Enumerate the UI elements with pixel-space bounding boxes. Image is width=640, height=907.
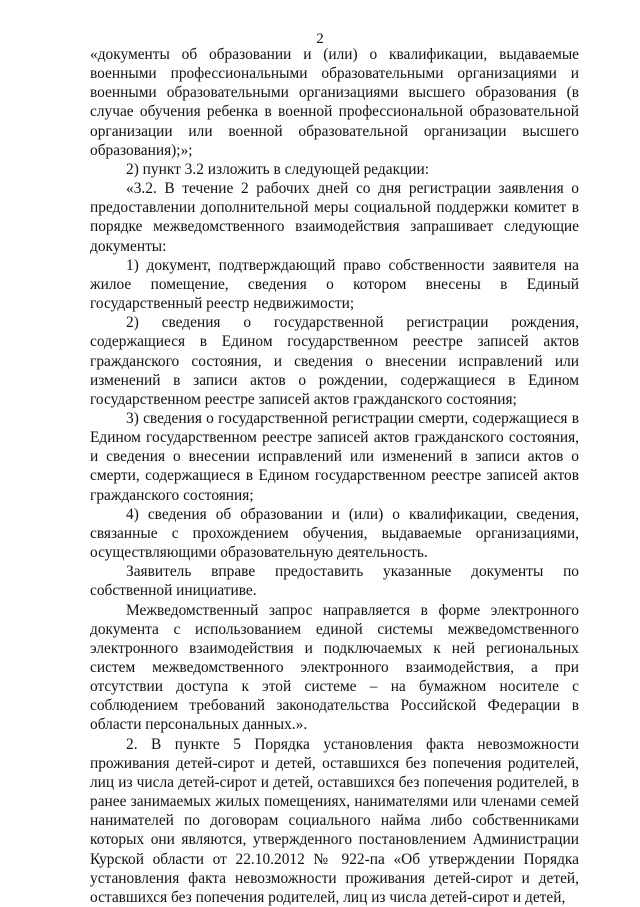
page-number: 2 bbox=[316, 31, 324, 47]
paragraph-3-2: «3.2. В течение 2 рабочих дней со дня регистрации заявления о предоставлении дополнительной меры социальной поддержки комитет в порядке межведомственного взаимодействия запрашивает следующие документы: bbox=[90, 180, 579, 255]
paragraph-point-2: 2. В пункте 5 Порядка установления факта невозможности проживания детей-сирот и детей, оставшихся без попечения родителей, лиц из числа детей-сирот и детей, оставшихся без попечения родителей, в ранее занимаемых жилых помещениях, нанимателями или членами семей нанимателей по договорам социального найма либо собственниками которых они являются, утвержденного постановлением Администрации Курской области от 22.10.2012 № 922-па «Об утверждении Порядка установления факта невозможности проживания детей-сирот и детей, оставшихся без попечения родителей, лиц из числа детей-сирот и детей, bbox=[90, 735, 579, 906]
paragraph-applicant-right: Заявитель вправе предоставить указанные документы по собственной инициативе. bbox=[90, 563, 579, 600]
paragraph-list-item-4: 4) сведения об образовании и (или) о квалификации, сведения, связанные с прохождением обучения, выдаваемые организациями, осуществляющими образовательную деятельность. bbox=[90, 505, 579, 562]
paragraph-item-2: 2) пункт 3.2 изложить в следующей редакции: bbox=[126, 160, 430, 178]
paragraph-list-item-3: 3) сведения о государственной регистрации смерти, содержащиеся в Едином государственном реестре записей актов гражданского состояния, и сведения о внесении исправлений или изменений в записи актов о смерти, содержащиеся в Едином государственном реестре записей актов гражданского состояния; bbox=[90, 409, 579, 504]
document-body bbox=[90, 45, 579, 907]
paragraph-list-item-1: 1) документ, подтверждающий право собственности заявителя на жилое помещение, сведения о котором внесены в Единый государственный реестр недвижимости; bbox=[90, 256, 579, 313]
paragraph-list-item-2: 2) сведения о государственной регистрации рождения, содержащиеся в Едином государственном реестре записей актов гражданского состояния, и сведения о внесении исправлений или изменений в записи актов о рождении, содержащиеся в Едином государственном реестре записей актов гражданского состояния; bbox=[90, 314, 579, 408]
paragraph-documents-education: «документы об образовании и (или) о квалификации, выдаваемые военными профессиональными образовательными организациями и военными образовательными организациями высшего образования (в случае обучения ребенка в военной профессиональной образовательной организации или военной образовательной организации высшего образования);»; bbox=[90, 46, 579, 159]
paragraph-interagency-request: Межведомственный запрос направляется в форме электронного документа с использованием единой системы межведомственного электронного взаимодействия и подключаемых к ней региональных систем межведомственного электронного взаимодействия, а при отсутствии доступа к этой системе – на бумажном носителе с соблюдением требований законодательства Российской Федерации в области персональных данных.». bbox=[90, 601, 579, 734]
